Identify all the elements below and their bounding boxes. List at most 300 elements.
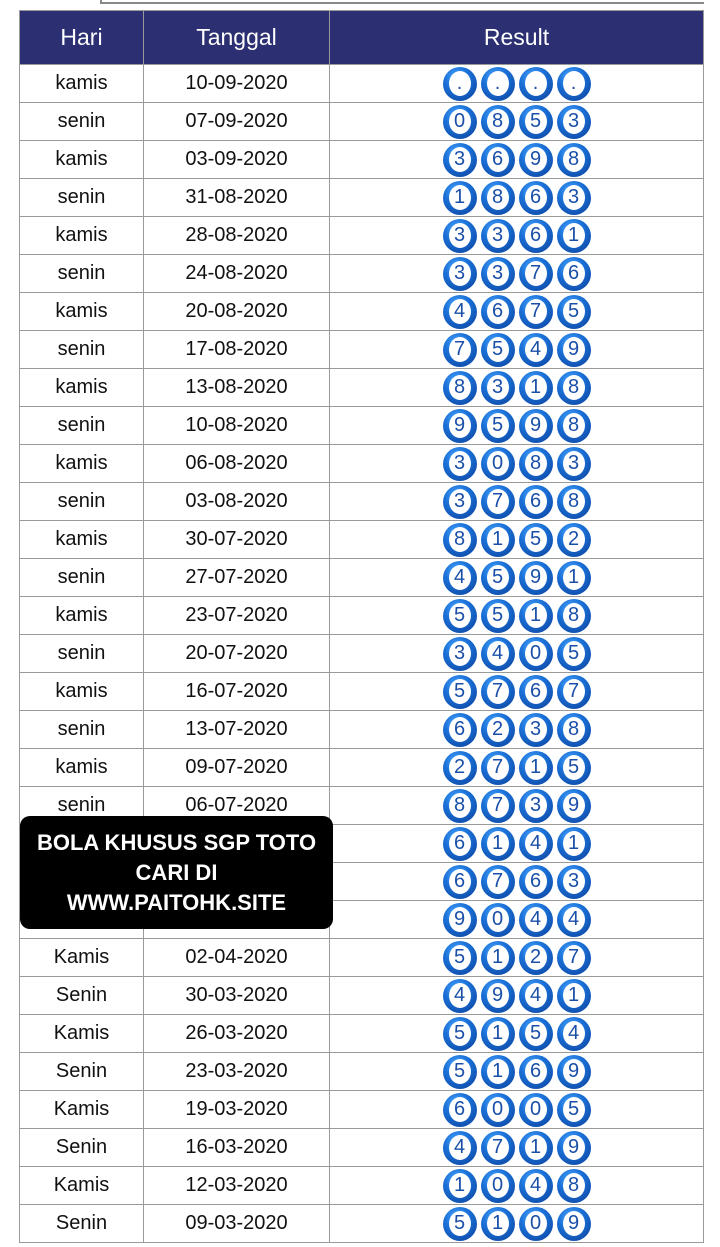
ball-digit: 0 xyxy=(487,1173,509,1198)
number-ball xyxy=(481,637,515,671)
ball-digit: 4 xyxy=(525,1173,547,1198)
ball-digit: 3 xyxy=(525,793,547,818)
cell-result xyxy=(330,825,704,863)
ball-digit: 2 xyxy=(487,717,509,742)
number-ball xyxy=(519,295,553,329)
number-ball xyxy=(557,637,591,671)
ball-digit: 7 xyxy=(487,793,509,818)
cell-result xyxy=(330,1167,704,1205)
ball-digit: 7 xyxy=(449,337,471,362)
number-ball xyxy=(481,1207,515,1241)
result-balls xyxy=(330,179,703,216)
number-ball xyxy=(443,713,477,747)
cell-day: kamis xyxy=(20,673,144,711)
ball-digit: 1 xyxy=(449,1173,471,1198)
table-row xyxy=(20,407,704,445)
number-ball xyxy=(519,827,553,861)
banner-line-3: WWW.PAITOHK.SITE xyxy=(66,889,287,915)
number-ball xyxy=(519,181,553,215)
cell-day: kamis xyxy=(20,445,144,483)
ball-digit: 5 xyxy=(449,1059,471,1084)
header-result: Result xyxy=(330,11,704,65)
cell-date: 03-08-2020 xyxy=(144,483,330,521)
cell-day: senin xyxy=(20,103,144,141)
result-balls xyxy=(330,711,703,748)
ball-digit: 9 xyxy=(449,907,471,932)
number-ball xyxy=(443,257,477,291)
ball-digit: 3 xyxy=(449,147,471,172)
number-ball xyxy=(481,865,515,899)
ball-digit: 5 xyxy=(487,565,509,590)
ball-digit: 4 xyxy=(525,831,547,856)
ball-digit: 7 xyxy=(487,755,509,780)
number-ball xyxy=(519,333,553,367)
result-balls xyxy=(330,65,703,102)
cell-date: 13-07-2020 xyxy=(144,711,330,749)
cell-day: senin xyxy=(20,179,144,217)
result-balls xyxy=(330,255,703,292)
ball-digit: 8 xyxy=(563,717,585,742)
cell-date: 07-09-2020 xyxy=(144,103,330,141)
number-ball xyxy=(443,1169,477,1203)
cell-day: Senin xyxy=(20,1205,144,1243)
cell-day: senin xyxy=(20,483,144,521)
table-row xyxy=(20,711,704,749)
ball-digit: 6 xyxy=(487,147,509,172)
ball-digit: 4 xyxy=(525,983,547,1008)
cell-date: 23-07-2020 xyxy=(144,597,330,635)
result-balls xyxy=(330,673,703,710)
ball-digit: 4 xyxy=(487,641,509,666)
number-ball xyxy=(519,713,553,747)
ball-digit: 6 xyxy=(525,223,547,248)
ball-digit: 5 xyxy=(563,641,585,666)
number-ball xyxy=(481,789,515,823)
cell-result xyxy=(330,1091,704,1129)
number-ball xyxy=(557,713,591,747)
cell-day: Kamis xyxy=(20,1015,144,1053)
number-ball xyxy=(557,523,591,557)
number-ball xyxy=(519,1017,553,1051)
number-ball xyxy=(557,1169,591,1203)
result-balls xyxy=(330,863,703,900)
number-ball xyxy=(481,941,515,975)
ball-digit: 3 xyxy=(449,451,471,476)
cell-result xyxy=(330,293,704,331)
number-ball xyxy=(443,105,477,139)
banner-line-2: CARI DI xyxy=(135,859,218,885)
result-balls xyxy=(330,1167,703,1204)
cell-date: 06-07-2020 xyxy=(144,787,330,825)
number-ball xyxy=(519,67,553,101)
cell-result xyxy=(330,179,704,217)
cell-day: Senin xyxy=(20,977,144,1015)
ball-digit: 7 xyxy=(525,261,547,286)
cell-result xyxy=(330,635,704,673)
number-ball xyxy=(557,219,591,253)
number-ball xyxy=(519,523,553,557)
ball-digit: 9 xyxy=(563,1135,585,1160)
ball-digit: 0 xyxy=(525,1097,547,1122)
cell-result xyxy=(330,1015,704,1053)
number-ball xyxy=(443,1093,477,1127)
number-ball xyxy=(443,67,477,101)
cell-date: 30-07-2020 xyxy=(144,521,330,559)
ball-digit: 1 xyxy=(525,603,547,628)
cell-result xyxy=(330,103,704,141)
number-ball xyxy=(443,333,477,367)
number-ball xyxy=(481,675,515,709)
number-ball xyxy=(557,865,591,899)
number-ball xyxy=(519,485,553,519)
cell-date: 06-08-2020 xyxy=(144,445,330,483)
number-ball xyxy=(481,371,515,405)
cell-result xyxy=(330,749,704,787)
ball-digit: 7 xyxy=(525,299,547,324)
cell-result xyxy=(330,787,704,825)
number-ball xyxy=(443,181,477,215)
ball-digit: 3 xyxy=(525,717,547,742)
number-ball xyxy=(557,105,591,139)
number-ball xyxy=(481,67,515,101)
result-balls xyxy=(330,1053,703,1090)
number-ball xyxy=(557,1017,591,1051)
result-balls xyxy=(330,559,703,596)
ball-digit: 3 xyxy=(563,869,585,894)
cell-result xyxy=(330,407,704,445)
number-ball xyxy=(443,941,477,975)
number-ball xyxy=(519,599,553,633)
number-ball xyxy=(519,903,553,937)
number-ball xyxy=(519,1131,553,1165)
table-row xyxy=(20,635,704,673)
cell-date: 03-09-2020 xyxy=(144,141,330,179)
ball-digit: 4 xyxy=(563,1021,585,1046)
ball-digit: 9 xyxy=(563,1059,585,1084)
ball-digit: 6 xyxy=(563,261,585,286)
ball-digit: 1 xyxy=(449,185,471,210)
cell-day: senin xyxy=(20,787,144,825)
result-balls xyxy=(330,749,703,786)
number-ball xyxy=(519,1093,553,1127)
ball-digit: 5 xyxy=(449,1021,471,1046)
cell-result xyxy=(330,939,704,977)
ball-digit: 4 xyxy=(449,1135,471,1160)
ball-digit: 1 xyxy=(487,945,509,970)
number-ball xyxy=(443,751,477,785)
number-ball xyxy=(519,789,553,823)
cell-result xyxy=(330,331,704,369)
ball-digit: 6 xyxy=(525,869,547,894)
ball-digit: 7 xyxy=(487,1135,509,1160)
ball-digit: 5 xyxy=(487,603,509,628)
cell-day: Senin xyxy=(20,1129,144,1167)
number-ball xyxy=(443,789,477,823)
table-row xyxy=(20,559,704,597)
ball-digit: 1 xyxy=(487,527,509,552)
ball-digit: 3 xyxy=(449,489,471,514)
ball-digit: 6 xyxy=(525,185,547,210)
table-row xyxy=(20,179,704,217)
result-balls xyxy=(330,521,703,558)
ball-digit: 3 xyxy=(563,109,585,134)
cell-date: 24-08-2020 xyxy=(144,255,330,293)
number-ball xyxy=(443,485,477,519)
ball-digit: 1 xyxy=(525,375,547,400)
ball-digit: 3 xyxy=(487,375,509,400)
ball-digit: . xyxy=(449,71,471,96)
ball-digit: 7 xyxy=(563,945,585,970)
number-ball xyxy=(519,371,553,405)
cell-result xyxy=(330,1053,704,1091)
table-row xyxy=(20,1167,704,1205)
ball-digit: 3 xyxy=(449,223,471,248)
table-row xyxy=(20,1091,704,1129)
number-ball xyxy=(481,713,515,747)
number-ball xyxy=(557,143,591,177)
result-balls xyxy=(330,483,703,520)
ball-digit: 0 xyxy=(525,1211,547,1236)
ball-digit: 5 xyxy=(487,337,509,362)
ball-digit: 6 xyxy=(449,717,471,742)
ball-digit: 5 xyxy=(449,679,471,704)
table-row xyxy=(20,103,704,141)
cell-result xyxy=(330,711,704,749)
number-ball xyxy=(519,143,553,177)
cell-day: Kamis xyxy=(20,1091,144,1129)
ball-digit: 7 xyxy=(487,869,509,894)
ball-digit: 1 xyxy=(487,1211,509,1236)
ball-digit: 5 xyxy=(563,299,585,324)
ball-digit: 5 xyxy=(563,755,585,780)
ball-digit: 5 xyxy=(525,527,547,552)
number-ball xyxy=(519,561,553,595)
number-ball xyxy=(443,675,477,709)
ball-digit: 5 xyxy=(449,945,471,970)
ball-digit: 8 xyxy=(449,527,471,552)
number-ball xyxy=(557,371,591,405)
cell-day: kamis xyxy=(20,293,144,331)
number-ball xyxy=(481,295,515,329)
ball-digit: 9 xyxy=(487,983,509,1008)
number-ball xyxy=(557,257,591,291)
number-ball xyxy=(481,219,515,253)
cell-date: 31-08-2020 xyxy=(144,179,330,217)
cell-date: 09-07-2020 xyxy=(144,749,330,787)
ball-digit: 5 xyxy=(487,413,509,438)
ball-digit: 5 xyxy=(525,109,547,134)
cell-result xyxy=(330,863,704,901)
table-row xyxy=(20,141,704,179)
number-ball xyxy=(443,447,477,481)
number-ball xyxy=(557,903,591,937)
number-ball xyxy=(481,903,515,937)
result-balls xyxy=(330,445,703,482)
cell-result xyxy=(330,217,704,255)
ball-digit: 8 xyxy=(563,489,585,514)
number-ball xyxy=(481,1131,515,1165)
ball-digit: 8 xyxy=(563,147,585,172)
table-row xyxy=(20,977,704,1015)
result-balls xyxy=(330,217,703,254)
cell-result xyxy=(330,141,704,179)
cell-date: 30-03-2020 xyxy=(144,977,330,1015)
table-row xyxy=(20,1205,704,1243)
table-row xyxy=(20,939,704,977)
cell-date: 10-08-2020 xyxy=(144,407,330,445)
number-ball xyxy=(443,561,477,595)
number-ball xyxy=(557,67,591,101)
number-ball xyxy=(557,941,591,975)
ball-digit: 8 xyxy=(525,451,547,476)
number-ball xyxy=(519,447,553,481)
ball-digit: 6 xyxy=(525,1059,547,1084)
ball-digit: 9 xyxy=(563,1211,585,1236)
result-balls xyxy=(330,331,703,368)
number-ball xyxy=(519,1207,553,1241)
cell-day: kamis xyxy=(20,141,144,179)
ball-digit: 5 xyxy=(449,603,471,628)
number-ball xyxy=(481,1169,515,1203)
ball-digit: 8 xyxy=(563,1173,585,1198)
ball-digit: 0 xyxy=(487,1097,509,1122)
cell-date: 16-03-2020 xyxy=(144,1129,330,1167)
number-ball xyxy=(443,637,477,671)
number-ball xyxy=(557,599,591,633)
number-ball xyxy=(481,257,515,291)
ball-digit: 3 xyxy=(563,185,585,210)
ball-digit: 8 xyxy=(449,793,471,818)
ball-digit: 2 xyxy=(525,945,547,970)
ball-digit: 0 xyxy=(449,109,471,134)
number-ball xyxy=(481,143,515,177)
cell-day: kamis xyxy=(20,521,144,559)
number-ball xyxy=(481,979,515,1013)
cell-day: Kamis xyxy=(20,1167,144,1205)
ball-digit: 7 xyxy=(563,679,585,704)
cell-date: 10-09-2020 xyxy=(144,65,330,103)
table-row xyxy=(20,293,704,331)
number-ball xyxy=(557,1131,591,1165)
ball-digit: 4 xyxy=(449,983,471,1008)
ball-digit: 8 xyxy=(563,413,585,438)
ball-digit: 9 xyxy=(449,413,471,438)
result-balls xyxy=(330,1015,703,1052)
cell-day: kamis xyxy=(20,749,144,787)
ball-digit: 6 xyxy=(525,679,547,704)
cell-result xyxy=(330,483,704,521)
number-ball xyxy=(481,561,515,595)
table-row xyxy=(20,1129,704,1167)
cell-date: 09-03-2020 xyxy=(144,1205,330,1243)
ball-digit: 1 xyxy=(487,831,509,856)
number-ball xyxy=(443,903,477,937)
number-ball xyxy=(481,599,515,633)
cell-day: senin xyxy=(20,331,144,369)
ball-digit: 7 xyxy=(487,489,509,514)
cell-result xyxy=(330,369,704,407)
cell-day: senin xyxy=(20,407,144,445)
number-ball xyxy=(557,485,591,519)
number-ball xyxy=(557,675,591,709)
number-ball xyxy=(443,219,477,253)
number-ball xyxy=(519,409,553,443)
ball-digit: 9 xyxy=(563,793,585,818)
number-ball xyxy=(443,143,477,177)
number-ball xyxy=(481,485,515,519)
number-ball xyxy=(443,599,477,633)
ball-digit: 0 xyxy=(487,451,509,476)
cell-result xyxy=(330,597,704,635)
number-ball xyxy=(443,523,477,557)
cell-date: 20-08-2020 xyxy=(144,293,330,331)
number-ball xyxy=(481,827,515,861)
number-ball xyxy=(557,1055,591,1089)
table-row xyxy=(20,521,704,559)
ball-digit: 3 xyxy=(449,641,471,666)
ball-digit: 6 xyxy=(449,869,471,894)
ball-digit: 5 xyxy=(449,1211,471,1236)
number-ball xyxy=(481,181,515,215)
ball-digit: . xyxy=(525,71,547,96)
number-ball xyxy=(443,409,477,443)
ball-digit: 1 xyxy=(563,831,585,856)
number-ball xyxy=(557,295,591,329)
cell-day: kamis xyxy=(20,597,144,635)
header-tanggal: Tanggal xyxy=(144,11,330,65)
number-ball xyxy=(519,257,553,291)
ball-digit: 2 xyxy=(449,755,471,780)
ball-digit: 3 xyxy=(487,261,509,286)
number-ball xyxy=(519,941,553,975)
number-ball xyxy=(557,1093,591,1127)
number-ball xyxy=(557,1207,591,1241)
table-row xyxy=(20,445,704,483)
ball-digit: 9 xyxy=(525,147,547,172)
ball-digit: 4 xyxy=(525,337,547,362)
table-header-row xyxy=(20,11,704,65)
cell-result xyxy=(330,977,704,1015)
ball-digit: 2 xyxy=(563,527,585,552)
number-ball xyxy=(443,1055,477,1089)
result-balls xyxy=(330,977,703,1014)
number-ball xyxy=(519,865,553,899)
cell-day: kamis xyxy=(20,65,144,103)
ball-digit: 8 xyxy=(563,375,585,400)
cell-day: senin xyxy=(20,635,144,673)
table-row xyxy=(20,483,704,521)
number-ball xyxy=(519,637,553,671)
ball-digit: 5 xyxy=(525,1021,547,1046)
number-ball xyxy=(481,1055,515,1089)
result-balls xyxy=(330,787,703,824)
ball-digit: 8 xyxy=(487,185,509,210)
number-ball xyxy=(443,1207,477,1241)
ball-digit: 9 xyxy=(525,565,547,590)
table-row xyxy=(20,673,704,711)
number-ball xyxy=(557,447,591,481)
number-ball xyxy=(443,1017,477,1051)
number-ball xyxy=(443,371,477,405)
ball-digit: 6 xyxy=(449,1097,471,1122)
number-ball xyxy=(481,751,515,785)
result-balls xyxy=(330,1205,703,1242)
number-ball xyxy=(443,865,477,899)
ball-digit: 1 xyxy=(563,565,585,590)
cell-result xyxy=(330,1205,704,1243)
result-balls xyxy=(330,597,703,634)
cell-result xyxy=(330,1129,704,1167)
